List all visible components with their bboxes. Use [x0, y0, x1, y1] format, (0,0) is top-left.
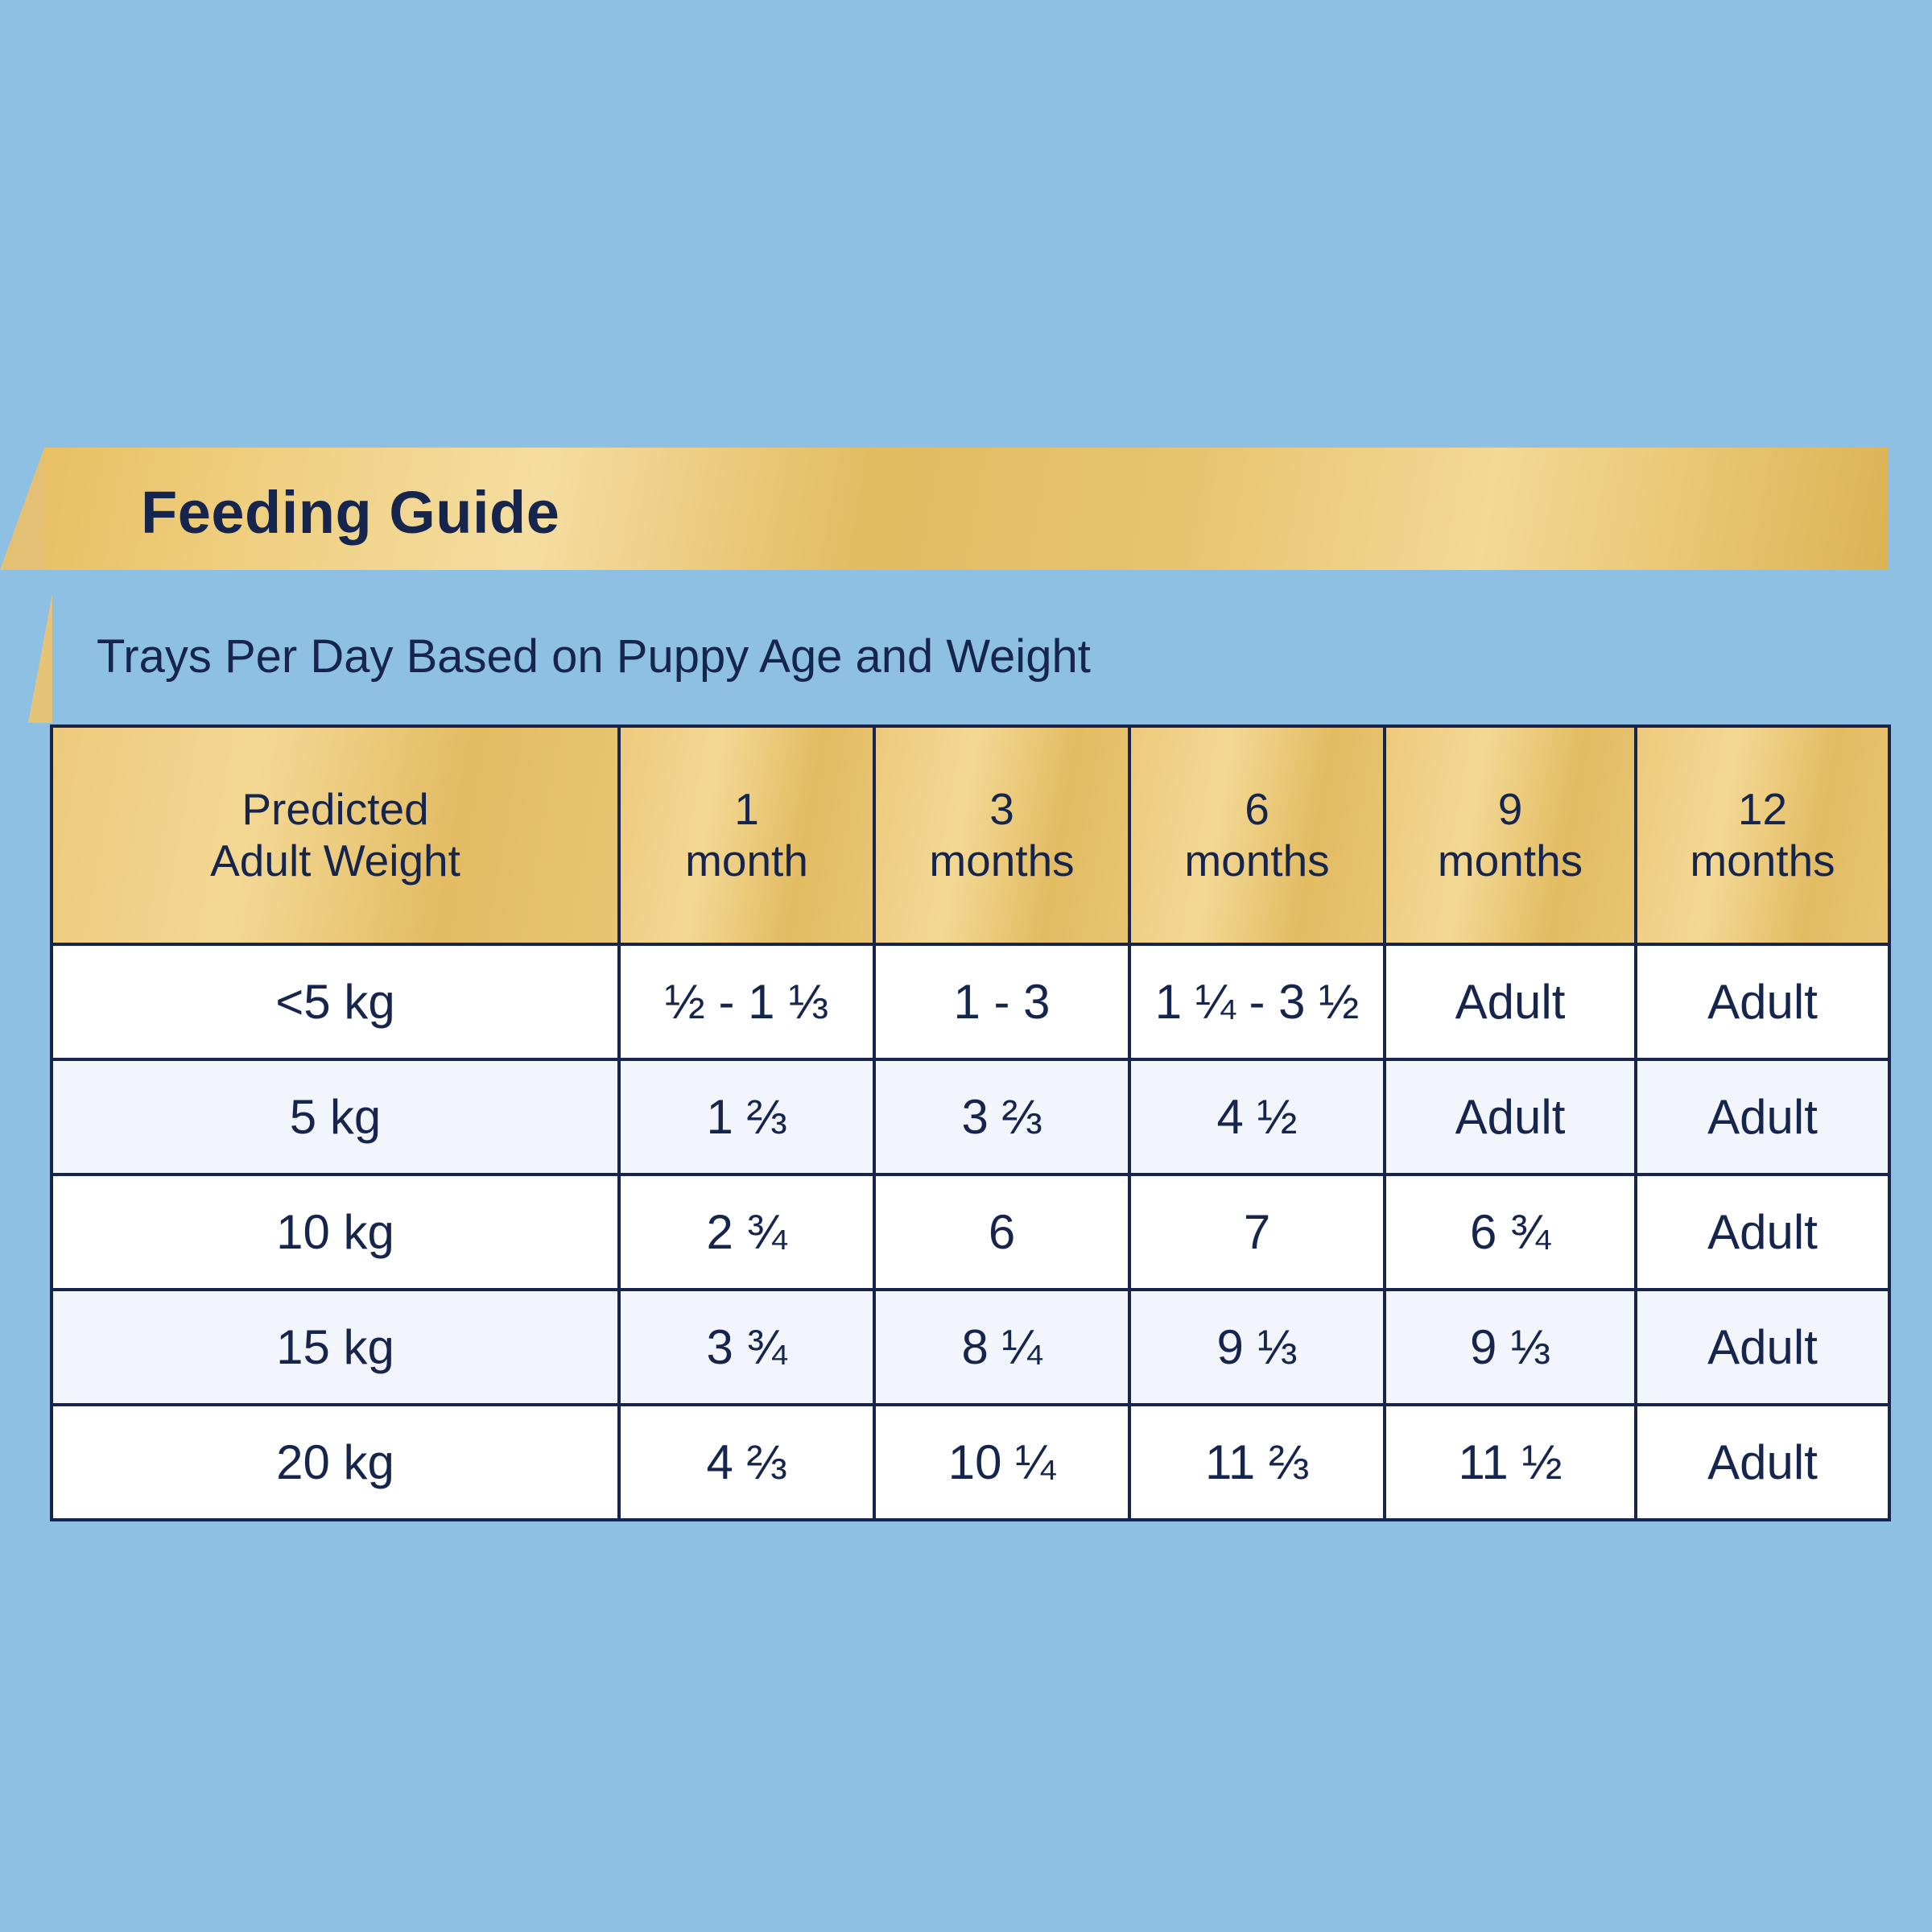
cell-6-months: 7 — [1129, 1174, 1385, 1290]
cell-9-months: 11 ½ — [1385, 1405, 1636, 1520]
table-row — [52, 1059, 1889, 1174]
table-row — [52, 1174, 1889, 1290]
cell-9-months: Adult — [1385, 944, 1636, 1059]
column-header-12-months-line1: 12 — [1737, 784, 1788, 835]
column-header-weight — [52, 726, 619, 944]
cell-weight: 10 kg — [52, 1174, 619, 1290]
column-header-1-month-line1: 1 — [734, 784, 759, 835]
table-row — [52, 1290, 1889, 1405]
column-header-9-months — [1385, 726, 1636, 944]
cell-1-month: 3 ¾ — [619, 1290, 874, 1405]
cell-3-months: 10 ¼ — [874, 1405, 1129, 1520]
subtitle-banner — [52, 594, 1888, 723]
cell-6-months: 11 ⅔ — [1129, 1405, 1385, 1520]
column-header-6-months-line2: months — [1184, 835, 1330, 886]
cell-3-months: 6 — [874, 1174, 1129, 1290]
subtitle-text: Trays Per Day Based on Puppy Age and Weight — [97, 630, 1091, 683]
column-header-9-months-line2: months — [1437, 835, 1583, 886]
column-header-3-months-line2: months — [929, 835, 1075, 886]
cell-12-months: Adult — [1636, 1174, 1889, 1290]
table-header — [52, 726, 1889, 944]
column-header-3-months-line1: 3 — [989, 784, 1014, 835]
column-header-1-month-line2: month — [685, 835, 808, 886]
cell-1-month: 4 ⅔ — [619, 1405, 874, 1520]
cell-12-months: Adult — [1636, 1059, 1889, 1174]
table-header-row — [52, 726, 1889, 944]
cell-9-months: 6 ¾ — [1385, 1174, 1636, 1290]
cell-6-months: 9 ⅓ — [1129, 1290, 1385, 1405]
cell-9-months: 9 ⅓ — [1385, 1290, 1636, 1405]
cell-3-months: 8 ¼ — [874, 1290, 1129, 1405]
column-header-weight-line1: Predicted — [242, 784, 429, 835]
column-header-12-months-line2: months — [1690, 835, 1835, 886]
column-header-9-months-line1: 9 — [1497, 784, 1523, 835]
column-header-6-months-line1: 6 — [1245, 784, 1269, 835]
table-body — [52, 944, 1889, 1520]
cell-9-months: Adult — [1385, 1059, 1636, 1174]
page-title: Feeding Guide — [141, 479, 560, 546]
column-header-1-month — [619, 726, 874, 944]
cell-12-months: Adult — [1636, 1405, 1889, 1520]
feeding-table-wrapper — [50, 724, 1888, 1521]
table-row — [52, 944, 1889, 1059]
title-banner — [44, 448, 1888, 570]
cell-weight: <5 kg — [52, 944, 619, 1059]
cell-1-month: ½ - 1 ⅓ — [619, 944, 874, 1059]
table-row — [52, 1405, 1889, 1520]
cell-3-months: 3 ⅔ — [874, 1059, 1129, 1174]
cell-12-months: Adult — [1636, 1290, 1889, 1405]
column-header-weight-line2: Adult Weight — [210, 835, 460, 886]
cell-6-months: 1 ¼ - 3 ½ — [1129, 944, 1385, 1059]
cell-12-months: Adult — [1636, 944, 1889, 1059]
cell-weight: 5 kg — [52, 1059, 619, 1174]
cell-weight: 20 kg — [52, 1405, 619, 1520]
cell-weight: 15 kg — [52, 1290, 619, 1405]
column-header-6-months — [1129, 726, 1385, 944]
cell-3-months: 1 - 3 — [874, 944, 1129, 1059]
column-header-12-months — [1636, 726, 1889, 944]
feeding-table — [50, 724, 1891, 1521]
cell-6-months: 4 ½ — [1129, 1059, 1385, 1174]
cell-1-month: 2 ¾ — [619, 1174, 874, 1290]
cell-1-month: 1 ⅔ — [619, 1059, 874, 1174]
column-header-3-months — [874, 726, 1129, 944]
